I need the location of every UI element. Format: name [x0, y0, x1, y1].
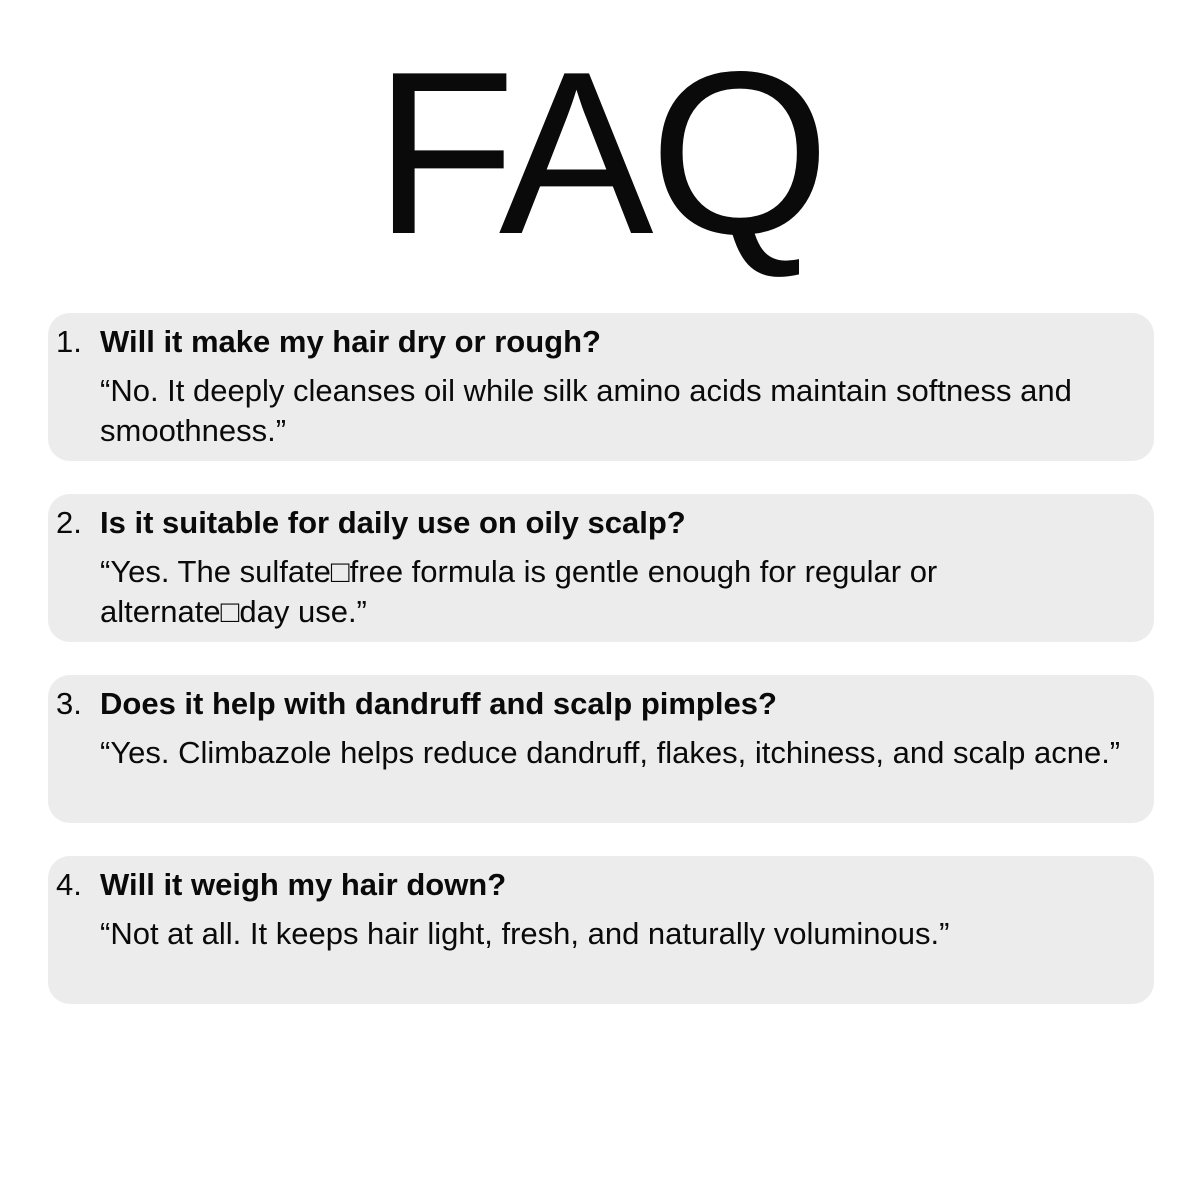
- page-title: FAQ: [373, 24, 827, 283]
- faq-answer: “Yes. The sulfate□free formula is gentle enough for regular or alternate□day use.”: [100, 554, 938, 629]
- faq-item: [48, 856, 1154, 1004]
- faq-number: 2.: [56, 505, 82, 540]
- faq-item: [48, 313, 1154, 461]
- faq-question: Will it make my hair dry or rough?: [100, 324, 601, 359]
- faq-question: Does it help with dandruff and scalp pimples?: [100, 686, 777, 721]
- faq-list: [48, 313, 1154, 1037]
- faq-item: [48, 675, 1154, 823]
- faq-answer: “No. It deeply cleanses oil while silk amino acids maintain softness and smoothness.”: [100, 373, 1072, 448]
- faq-question: Will it weigh my hair down?: [100, 867, 507, 902]
- faq-number: 3.: [56, 686, 82, 721]
- faq-answer: “Not at all. It keeps hair light, fresh, and naturally voluminous.”: [100, 916, 950, 951]
- faq-number: 1.: [56, 324, 82, 359]
- faq-answer: “Yes. Climbazole helps reduce dandruff, flakes, itchiness, and scalp acne.”: [100, 735, 1121, 770]
- faq-question: Is it suitable for daily use on oily scalp?: [100, 505, 686, 540]
- faq-item: [48, 494, 1154, 642]
- faq-number: 4.: [56, 867, 82, 902]
